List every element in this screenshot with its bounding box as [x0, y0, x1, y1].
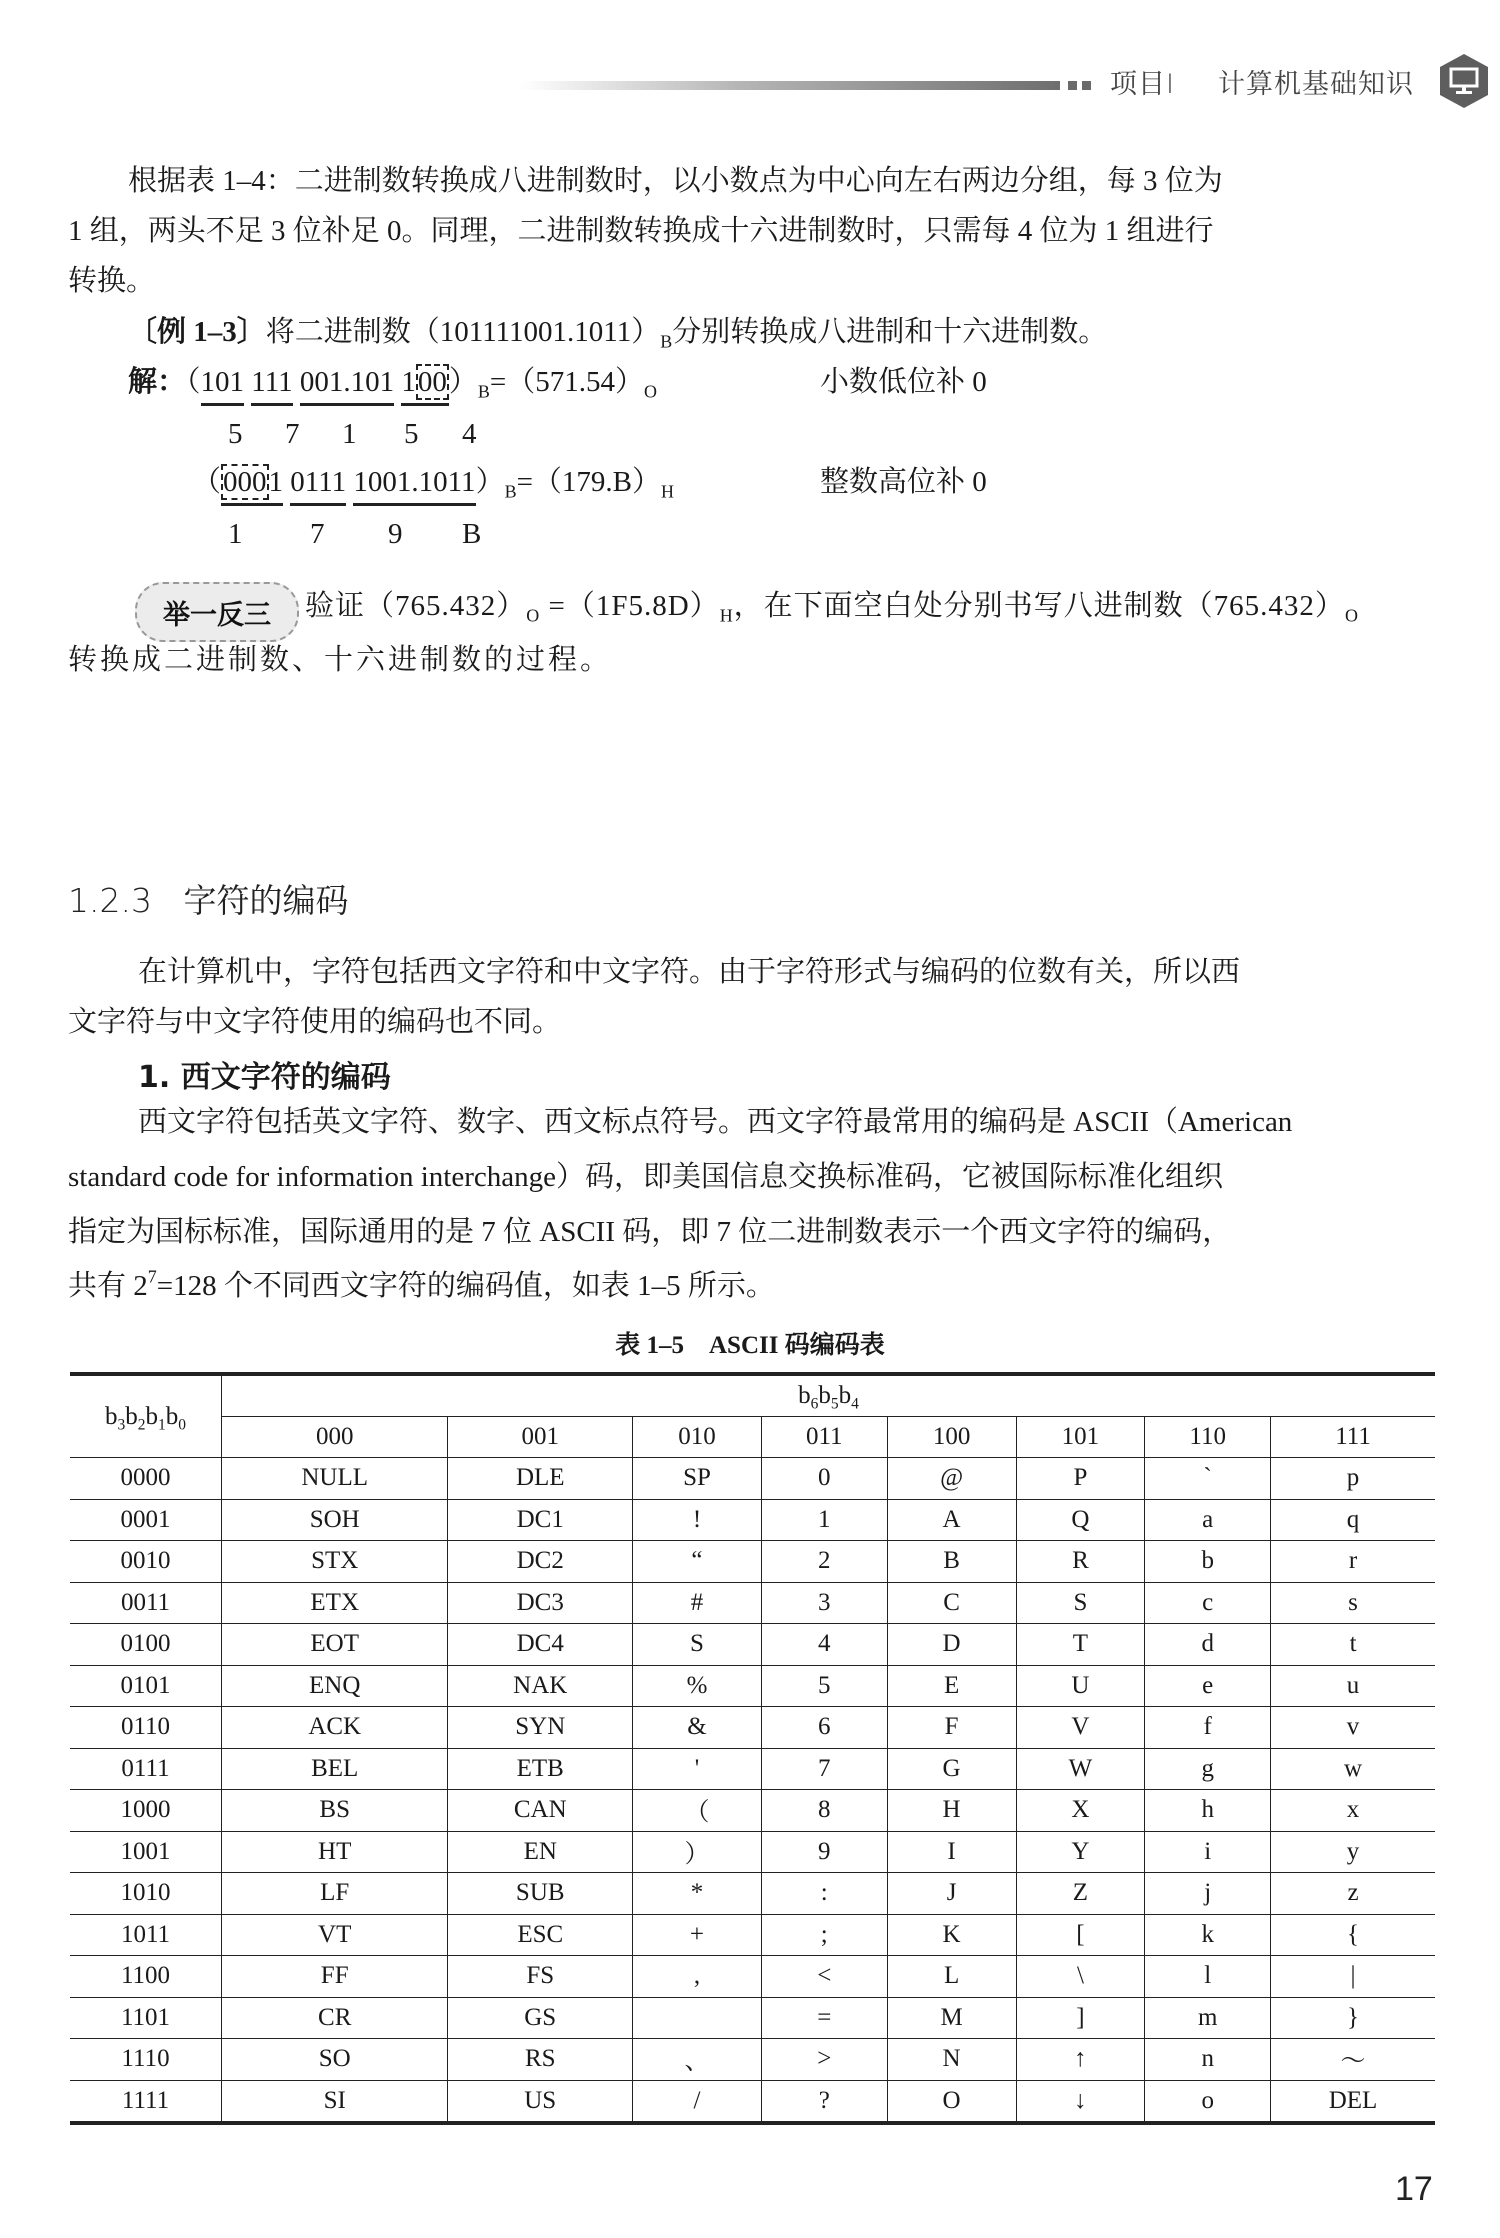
- section-para-1-line-2: 文字符与中文字符使用的编码也不同。: [68, 1006, 562, 1038]
- section-para-2-line-1: 西文字符包括英文字符、数字、西文标点符号。西文字符最常用的编码是 ASCII（American: [138, 1106, 1293, 1138]
- row-code: 0101: [70, 1665, 222, 1707]
- row-code: 0000: [70, 1458, 222, 1500]
- table-row: [70, 2039, 1435, 2081]
- table-cell: SI: [222, 2080, 448, 2123]
- table-cell: *: [633, 1873, 762, 1915]
- hex-group-4: 1011: [419, 468, 476, 506]
- row-code: 1010: [70, 1873, 222, 1915]
- table-cell: NAK: [448, 1665, 633, 1707]
- table-cell: 、: [633, 2039, 762, 2081]
- table-cell: P: [1016, 1458, 1145, 1500]
- table-cell: h: [1145, 1790, 1271, 1832]
- table-cell: x: [1271, 1790, 1435, 1832]
- table-cell: 1: [761, 1499, 887, 1541]
- table-cell: SYN: [448, 1707, 633, 1749]
- table-cell: c: [1145, 1582, 1271, 1624]
- column-header: 000: [222, 1417, 448, 1458]
- octal-source-base: B: [477, 381, 490, 402]
- table-cell: “: [633, 1541, 762, 1583]
- table-cell: V: [1016, 1707, 1145, 1749]
- table-cell: U: [1016, 1665, 1145, 1707]
- table-cell: DEL: [1271, 2080, 1435, 2123]
- table-cell: 8: [761, 1790, 887, 1832]
- table-cell: <: [761, 1956, 887, 1998]
- table-cell: ;: [761, 1914, 887, 1956]
- subsection-heading: 1. 西文字符的编码: [138, 1060, 391, 1095]
- section-para-2-line-3: 指定为国标标准，国际通用的是 7 位 ASCII 码，即 7 位二进制数表示一个西文字符的编码，: [68, 1216, 1232, 1248]
- table-cell: r: [1271, 1541, 1435, 1583]
- octal-digit-2: 7: [285, 418, 300, 450]
- row-code: 0111: [70, 1748, 222, 1790]
- table-cell: VT: [222, 1914, 448, 1956]
- practice-line-2: 转换成二进制数、十六进制数的过程。: [68, 644, 613, 676]
- table-cell: ↓: [1016, 2080, 1145, 2123]
- table-cell: DC1: [448, 1499, 633, 1541]
- table-cell: 4: [761, 1624, 887, 1666]
- section-heading: [68, 875, 348, 922]
- table-row: [70, 2080, 1435, 2123]
- table-cell: K: [887, 1914, 1016, 1956]
- example-base: B: [660, 331, 673, 352]
- table-cell: N: [887, 2039, 1016, 2081]
- octal-close-paren: ）: [448, 366, 478, 398]
- table-row: [70, 1831, 1435, 1873]
- hex-open-paren: （: [192, 466, 222, 498]
- practice-line-1: [305, 590, 1359, 626]
- table-cell: B: [887, 1541, 1016, 1583]
- solve-label: 解：: [128, 366, 187, 398]
- monitor-icon: [1438, 53, 1490, 109]
- octal-digit-5: 4: [462, 418, 477, 450]
- hex-digit-3: 9: [388, 518, 403, 550]
- section-para-2-line-2: standard code for information interchange）码，即美国信息交换标准码，它被国际标准化组织: [68, 1161, 1223, 1193]
- practice-text-3: ，在下面空白处分别书写八进制数（765.432）: [733, 590, 1345, 622]
- table-cell: ↑: [1016, 2039, 1145, 2081]
- table-cell: S: [1016, 1582, 1145, 1624]
- table-row: [70, 1582, 1435, 1624]
- table-cell: ENQ: [222, 1665, 448, 1707]
- intro-line-1: 根据表 1–4：二进制数转换成八进制数时，以小数点为中心向左右两边分组，每 3 位为: [128, 165, 1223, 197]
- table-cell: S: [633, 1624, 762, 1666]
- octal-group-5: 100: [401, 368, 449, 406]
- column-group-header-cell: [222, 1374, 1436, 1417]
- table-cell: k: [1145, 1914, 1271, 1956]
- table-cell: ETB: [448, 1748, 633, 1790]
- table-cell: =: [761, 1997, 887, 2039]
- row-code: 0001: [70, 1499, 222, 1541]
- hex-note: 整数高位补 0: [820, 466, 987, 498]
- table-cell: SOH: [222, 1499, 448, 1541]
- table-cell: !: [633, 1499, 762, 1541]
- hex-result: =（179.B）: [516, 466, 662, 498]
- table-cell: Z: [1016, 1873, 1145, 1915]
- hex-digit-2: 7: [310, 518, 325, 550]
- table-cell: >: [761, 2039, 887, 2081]
- column-header: 111: [1271, 1417, 1435, 1458]
- table-cell: ETX: [222, 1582, 448, 1624]
- table-cell: o: [1145, 2080, 1271, 2123]
- table-cell: %: [633, 1665, 762, 1707]
- table-cell: H: [887, 1790, 1016, 1832]
- table-cell: ESC: [448, 1914, 633, 1956]
- table-cell: ]: [1016, 1997, 1145, 2039]
- table-cell: A: [887, 1499, 1016, 1541]
- table-cell: Y: [1016, 1831, 1145, 1873]
- table-cell: RS: [448, 2039, 633, 2081]
- ascii-table: [70, 1372, 1435, 2125]
- table-cell: ,: [633, 1956, 762, 1998]
- table-cell: 7: [761, 1748, 887, 1790]
- page-number: 17: [1395, 2170, 1433, 2208]
- example-text: 将二进制数（101111001.1011）: [265, 316, 661, 348]
- table-cell: 3: [761, 1582, 887, 1624]
- hex-group-3: 1001.: [353, 468, 418, 506]
- table-cell: &: [633, 1707, 762, 1749]
- row-code: 1101: [70, 1997, 222, 2039]
- table-cell: m: [1145, 1997, 1271, 2039]
- table-cell: 5: [761, 1665, 887, 1707]
- table-row: [70, 1458, 1435, 1500]
- table-cell: j: [1145, 1873, 1271, 1915]
- row-code: 1110: [70, 2039, 222, 2081]
- table-cell: EN: [448, 1831, 633, 1873]
- table-cell: J: [887, 1873, 1016, 1915]
- example-label: 〔例 1–3〕: [128, 316, 266, 348]
- header-project: 项目Ⅰ: [1110, 69, 1175, 100]
- row-code: 0011: [70, 1582, 222, 1624]
- section-para-1-line-1: 在计算机中，字符包括西文字符和中文字符。由于字符形式与编码的位数有关，所以西: [138, 956, 1241, 988]
- hex-padding-box: 000: [223, 466, 267, 498]
- table-cell: ）: [633, 1831, 762, 1873]
- table-row: [70, 1499, 1435, 1541]
- hex-digit-4: B: [462, 518, 482, 550]
- table-cell: DC3: [448, 1582, 633, 1624]
- table-cell: [: [1016, 1914, 1145, 1956]
- column-header: 110: [1145, 1417, 1271, 1458]
- table-cell: （: [633, 1790, 762, 1832]
- table-cell: NULL: [222, 1458, 448, 1500]
- table-cell: a: [1145, 1499, 1271, 1541]
- table-cell: }: [1271, 1997, 1435, 2039]
- column-group-header-label: $b_6b_5b_4$: [798, 1382, 859, 1413]
- table-cell: O: [887, 2080, 1016, 2123]
- table-cell: Q: [1016, 1499, 1145, 1541]
- octal-group-3: 001.: [300, 368, 351, 406]
- row-code: 0110: [70, 1707, 222, 1749]
- section-title: 字符的编码: [183, 881, 349, 920]
- intro-line-2: 1 组，两头不足 3 位补足 0。同理，二进制数转换成十六进制数时，只需每 4 位为 1 组进行: [68, 215, 1214, 247]
- column-header: 001: [448, 1417, 633, 1458]
- row-code: 1001: [70, 1831, 222, 1873]
- table-cell: {: [1271, 1914, 1435, 1956]
- table-cell: SP: [633, 1458, 762, 1500]
- table-cell: DLE: [448, 1458, 633, 1500]
- practice-badge: 举一反三: [135, 582, 299, 642]
- table-cell: T: [1016, 1624, 1145, 1666]
- table-cell: z: [1271, 1873, 1435, 1915]
- octal-group-4: 101: [351, 368, 395, 406]
- table-row: [70, 1748, 1435, 1790]
- table-cell: #: [633, 1582, 762, 1624]
- table-cell: LF: [222, 1873, 448, 1915]
- table-cell: US: [448, 2080, 633, 2123]
- table-cell: u: [1271, 1665, 1435, 1707]
- section-para-2-line-4: 共有 $2^7=128$ 个不同西文字符的编码值，如表 1–5 所示。: [68, 1266, 775, 1302]
- octal-result-base: O: [644, 381, 657, 402]
- table-cell: R: [1016, 1541, 1145, 1583]
- intro-line-3: 转换。: [68, 265, 156, 297]
- table-row: [70, 1624, 1435, 1666]
- table-cell: E: [887, 1665, 1016, 1707]
- hex-close-paren: ）: [475, 466, 505, 498]
- table-cell: t: [1271, 1624, 1435, 1666]
- table-cell: ～: [1271, 2039, 1435, 2081]
- table-caption: 表 1–5 ASCII 码编码表: [615, 1332, 885, 1359]
- table-cell: FF: [222, 1956, 448, 1998]
- row-code: 0100: [70, 1624, 222, 1666]
- table-cell: DC4: [448, 1624, 633, 1666]
- table-cell: 6: [761, 1707, 887, 1749]
- octal-padding-box: 00: [417, 366, 447, 398]
- table-cell: /: [633, 2080, 762, 2123]
- table-row: [70, 1707, 1435, 1749]
- table-cell: I: [887, 1831, 1016, 1873]
- table-cell: HT: [222, 1831, 448, 1873]
- table-row: [70, 1541, 1435, 1583]
- table-cell: `: [1145, 1458, 1271, 1500]
- hex-group-2: 0111: [290, 468, 346, 506]
- octal-group-1: 101: [201, 368, 245, 406]
- row-header-cell: [70, 1374, 222, 1458]
- table-row: [70, 1914, 1435, 1956]
- table-cell: BS: [222, 1790, 448, 1832]
- table-cell: \: [1016, 1956, 1145, 1998]
- table-cell: DC2: [448, 1541, 633, 1583]
- header-chapter: 计算机基础知识: [1218, 69, 1414, 100]
- table-cell: 9: [761, 1831, 887, 1873]
- example-statement: [128, 316, 1108, 352]
- hex-conversion: [192, 468, 674, 506]
- table-cell: l: [1145, 1956, 1271, 1998]
- table-cell: :: [761, 1873, 887, 1915]
- table-cell: FS: [448, 1956, 633, 1998]
- table-cell: |: [1271, 1956, 1435, 1998]
- header-decorative-bar: [520, 81, 1060, 90]
- table-row: [70, 1873, 1435, 1915]
- practice-text-1: 验证（765.432）: [305, 590, 527, 622]
- table-cell: D: [887, 1624, 1016, 1666]
- table-cell: F: [887, 1707, 1016, 1749]
- row-code: 1011: [70, 1914, 222, 1956]
- table-cell: +: [633, 1914, 762, 1956]
- table-cell: CAN: [448, 1790, 633, 1832]
- octal-digit-4: 5: [404, 418, 419, 450]
- row-code: 1100: [70, 1956, 222, 1998]
- header-square-2: [1082, 81, 1091, 90]
- table-cell: d: [1145, 1624, 1271, 1666]
- hex-result-base: H: [661, 481, 675, 502]
- table-row: [70, 1956, 1435, 1998]
- table-cell: i: [1145, 1831, 1271, 1873]
- table-row: [70, 1997, 1435, 2039]
- table-cell: p: [1271, 1458, 1435, 1500]
- table-cell: SUB: [448, 1873, 633, 1915]
- table-cell: L: [887, 1956, 1016, 1998]
- table-cell: ACK: [222, 1707, 448, 1749]
- table-cell: C: [887, 1582, 1016, 1624]
- table-cell: [633, 1997, 762, 2039]
- exponent: 7: [147, 1266, 157, 1287]
- octal-open-paren: （: [186, 366, 201, 398]
- practice-sub-2: H: [719, 605, 734, 626]
- table-cell: @: [887, 1458, 1016, 1500]
- row-code: 1000: [70, 1790, 222, 1832]
- table-cell: G: [887, 1748, 1016, 1790]
- table-cell: 0: [761, 1458, 887, 1500]
- column-header: 101: [1016, 1417, 1145, 1458]
- octal-group-2: 111: [251, 368, 292, 406]
- table-cell: q: [1271, 1499, 1435, 1541]
- table-cell: n: [1145, 2039, 1271, 2081]
- practice-sub-3: O: [1344, 605, 1359, 626]
- row-header-label: $b_3b_2b_1b_0$: [105, 1402, 186, 1433]
- table-cell: STX: [222, 1541, 448, 1583]
- table-cell: EOT: [222, 1624, 448, 1666]
- table-cell: b: [1145, 1541, 1271, 1583]
- section-number: 1.2.3: [68, 881, 152, 920]
- table-cell: 2: [761, 1541, 887, 1583]
- table-cell: w: [1271, 1748, 1435, 1790]
- column-header: 010: [633, 1417, 762, 1458]
- table-cell: s: [1271, 1582, 1435, 1624]
- hex-source-base: B: [504, 481, 517, 502]
- table-cell: g: [1145, 1748, 1271, 1790]
- octal-note: 小数低位补 0: [820, 366, 987, 398]
- octal-conversion: [128, 368, 657, 406]
- table-cell: ': [633, 1748, 762, 1790]
- table-cell: e: [1145, 1665, 1271, 1707]
- practice-sub-1: O: [526, 605, 541, 626]
- table-cell: f: [1145, 1707, 1271, 1749]
- header-square-1: [1068, 81, 1077, 90]
- practice-text-2: =（1F5.8D）: [540, 590, 720, 622]
- table-cell: W: [1016, 1748, 1145, 1790]
- column-header: 100: [887, 1417, 1016, 1458]
- hex-group-1: 0001: [221, 468, 283, 506]
- example-text-end: 分别转换成八进制和十六进制数。: [672, 316, 1108, 348]
- table-cell: CR: [222, 1997, 448, 2039]
- table-cell: v: [1271, 1707, 1435, 1749]
- table-cell: SO: [222, 2039, 448, 2081]
- table-row: [70, 1665, 1435, 1707]
- table-cell: BEL: [222, 1748, 448, 1790]
- table-cell: GS: [448, 1997, 633, 2039]
- octal-digit-1: 5: [228, 418, 243, 450]
- octal-digit-3: 1: [342, 418, 357, 450]
- table-cell: M: [887, 1997, 1016, 2039]
- octal-result: =（571.54）: [489, 366, 645, 398]
- table-row: [70, 1790, 1435, 1832]
- row-code: 0010: [70, 1541, 222, 1583]
- table-cell: ?: [761, 2080, 887, 2123]
- row-code: 1111: [70, 2080, 222, 2123]
- hex-digit-1: 1: [228, 518, 243, 550]
- table-cell: y: [1271, 1831, 1435, 1873]
- table-cell: X: [1016, 1790, 1145, 1832]
- column-header: 011: [761, 1417, 887, 1458]
